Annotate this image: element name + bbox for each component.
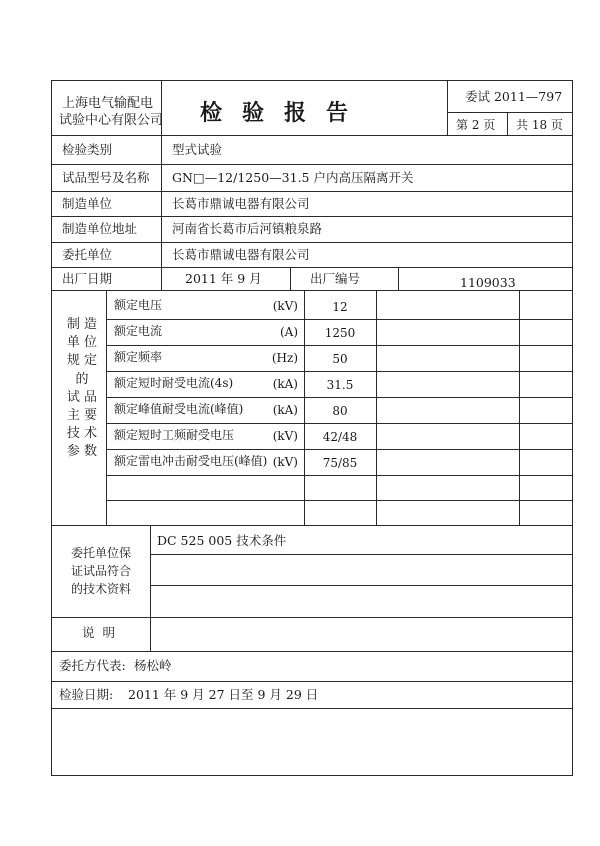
model-name-value: GN□—12/1250—31.5 户内高压隔离开关 (172, 170, 414, 185)
organization-name-line1: 上海电气输配电 (62, 96, 154, 111)
border-left (51, 80, 52, 776)
parameters-label-line: 主 要 (66, 408, 98, 424)
organization-name-line2: 试验中心有限公司 (59, 113, 164, 128)
param-unit: (kA) (272, 403, 298, 417)
param-value: 12 (332, 300, 348, 314)
param-name: 额定短时耐受电流(4s) (114, 376, 234, 390)
param-unit: (kV) (272, 299, 298, 313)
test-category-label: 检验类别 (62, 142, 113, 157)
param-value: 80 (332, 404, 348, 418)
parameters-section-label (60, 316, 104, 462)
manufacturer-address-value: 河南省长葛市后河镇粮泉路 (172, 221, 323, 236)
client-label: 委托单位 (62, 247, 113, 262)
parameters-label-line: 单 位 (66, 335, 98, 351)
report-title: 检验报告 (200, 101, 369, 126)
param-unit: (kV) (272, 455, 298, 469)
remarks-label: 说 明 (82, 625, 117, 640)
manufacturer-value: 长葛市鼎诚电器有限公司 (172, 196, 310, 211)
param-unit: (A) (279, 325, 298, 339)
client-rep-value: 杨松岭 (134, 658, 172, 673)
param-unit: (Hz) (271, 351, 298, 365)
tech-docs-label-line: 的技术资料 (70, 582, 131, 596)
parameters-label-line: 规 定 (66, 353, 98, 369)
param-name: 额定峰值耐受电流(峰值) (114, 402, 244, 416)
param-value: 42/48 (322, 430, 358, 444)
param-value: 50 (332, 352, 348, 366)
param-name: 额定雷电冲击耐受电压(峰值) (114, 454, 268, 468)
page-current: 第 2 页 (456, 118, 496, 132)
param-name: 额定短时工频耐受电压 (114, 428, 235, 442)
inspection-date-value: 2011 年 9 月 27 日至 9 月 29 日 (128, 687, 319, 702)
param-unit: (kA) (272, 377, 298, 391)
tech-docs-label (56, 544, 146, 598)
border-top (51, 80, 573, 81)
parameters-label-line: 制 造 (66, 317, 98, 332)
parameters-label-line: 技 术 (66, 426, 98, 442)
manufacturer-label: 制造单位 (62, 196, 113, 211)
param-name: 额定电压 (114, 298, 163, 312)
parameters-label-line: 的 (75, 371, 89, 387)
param-name: 额定电流 (114, 324, 163, 338)
model-name-label: 试品型号及名称 (62, 170, 150, 185)
border-right (572, 80, 573, 776)
test-category-value: 型式试验 (172, 142, 223, 157)
parameters-label-line: 参 数 (66, 444, 98, 460)
serial-number-value: 1109033 (460, 275, 516, 290)
manufacturer-address-label: 制造单位地址 (62, 221, 138, 236)
production-date-label: 出厂日期 (62, 271, 113, 286)
inspection-date-label: 检验日期: (59, 687, 114, 702)
tech-docs-value: DC 525 005 技术条件 (157, 533, 287, 548)
production-date-value: 2011 年 9 月 (185, 271, 262, 286)
commission-number: 委试 2011—797 (465, 89, 563, 104)
client-value: 长葛市鼎诚电器有限公司 (172, 247, 310, 262)
param-value: 1250 (324, 326, 356, 340)
param-value: 75/85 (322, 456, 358, 470)
serial-number-label: 出厂编号 (310, 271, 361, 286)
param-unit: (kV) (272, 429, 298, 443)
tech-docs-label-line: 证试品符合 (70, 564, 131, 578)
client-rep-label: 委托方代表: (59, 658, 126, 673)
page-total: 共 18 页 (516, 118, 563, 132)
border-bottom (51, 775, 573, 776)
param-name: 额定频率 (114, 350, 163, 364)
parameters-label-line: 试 品 (66, 389, 98, 405)
tech-docs-label-line: 委托单位保 (70, 546, 131, 560)
param-value: 31.5 (326, 378, 354, 392)
